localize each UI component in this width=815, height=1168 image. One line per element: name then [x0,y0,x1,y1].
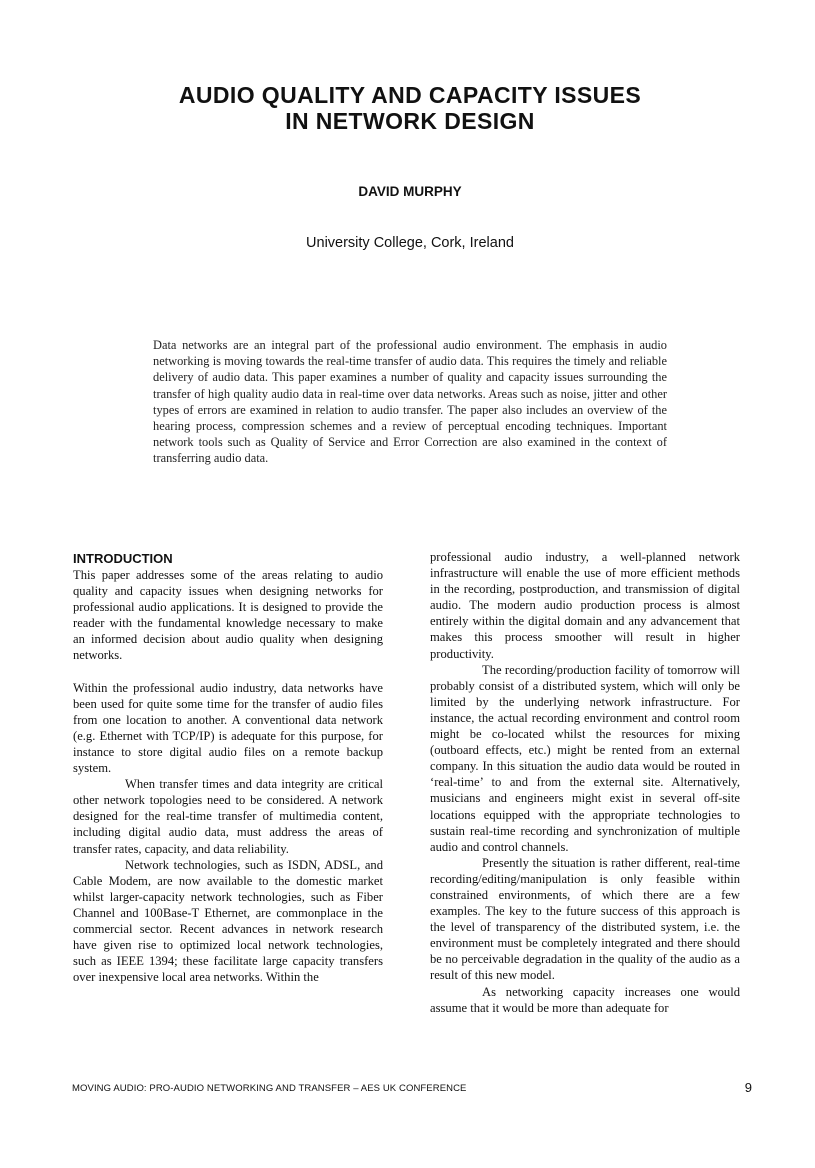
column-left [73,550,383,985]
paragraph-8: As networking capacity increases one would assume that it would be more than adequate for [430,984,740,1015]
footer-conference: MOVING AUDIO: PRO-AUDIO NETWORKING AND TRANSFER – AES UK CONFERENCE [72,1083,467,1094]
page-number: 9 [744,1080,752,1095]
paragraph-3: When transfer times and data integrity are critical other network topologies need to be considered. A network designed for the real-time transfer of multimedia content, including digital audio data, must address the areas of transfer rates, capacity, and data reliability. [73,777,383,856]
paragraph-7: Presently the situation is rather different, real-time recording/editing/manipulation is only feasible within constrained environments, of which there are a few examples. The key to the future success of this approach is the level of transparency of the distributed system, i.e. the environment must be completely integrated and there should be no perceivable degradation in the quality of the audio as a result of this new model. [430,855,740,983]
paper-title [100,82,720,134]
title-line-1: AUDIO QUALITY AND CAPACITY ISSUES [178,82,642,109]
title-line-2: IN NETWORK DESIGN [285,108,535,135]
abstract: Data networks are an integral part of the professional audio environment. The emphasis in audio networking is moving towards the real-time transfer of audio data. This requires the timely and reliable delivery of audio data. This paper examines a number of quality and capacity issues surrounding the transfer of high quality audio data in real-time over data networks. Areas such as noise, jitter and other types of errors are examined in relation to audio transfer. The paper also includes an overview of the hearing process, compression schemes and a review of perceptual encoding techniques. Important network tools such as Quality of Service and Error Correction are also examined in the context of transferring audio data. [153,338,667,466]
section-heading-introduction: INTRODUCTION [73,551,173,566]
paragraph-5: professional audio industry, a well-planned network infrastructure will enable the use of more efficient methods in the recording, postproduction, and transmission of digital audio. The modern audio production process is almost entirely within the digital domain and any advancement that makes this process smoother will result in higher productivity. [430,550,740,661]
paragraph-6: The recording/production facility of tomorrow will probably consist of a distributed system, which will only be limited by the underlying network infrastructure. For instance, the actual recording environment and control room might be co-located whilst the resources for mixing (outboard effects, etc.) might be rented from an external company. In this situation the audio data would be routed in ‘real-time’ to and from the external site. Alternatively, musicians and engineers might exist in several off-site locations equipped with the appropriate technologies to sustain real-time recording and synchronization of multiple audio and control channels. [430,662,740,854]
column-right [430,549,740,1016]
author-affiliation: University College, Cork, Ireland [306,235,514,251]
paragraph-2: Within the professional audio industry, data networks have been used for quite some time for the transfer of audio files from one location to another. A conventional data network (e.g. Ethernet with TCP/IP) is adequate for this purpose, for instance to store digital audio files on a remote backup system. [73,680,383,776]
paragraph-4: Network technologies, such as ISDN, ADSL, and Cable Modem, are now available to the domestic market whilst larger-capacity network technologies, such as Fiber Channel and 100Base-T Ethernet, are commonplace in the commercial sector. Recent advances in network research have given rise to optimized local network technologies, such as IEEE 1394; these facilitate large capacity transfers over inexpensive local area networks. Within the [73,857,383,985]
author-name: DAVID MURPHY [358,184,462,199]
paragraph-1: This paper addresses some of the areas relating to audio quality and capacity issues when designing networks for professional audio applications. It is designed to provide the reader with the fundamental knowledge necessary to make an informed decision about audio quality when designing networks. [73,568,383,663]
